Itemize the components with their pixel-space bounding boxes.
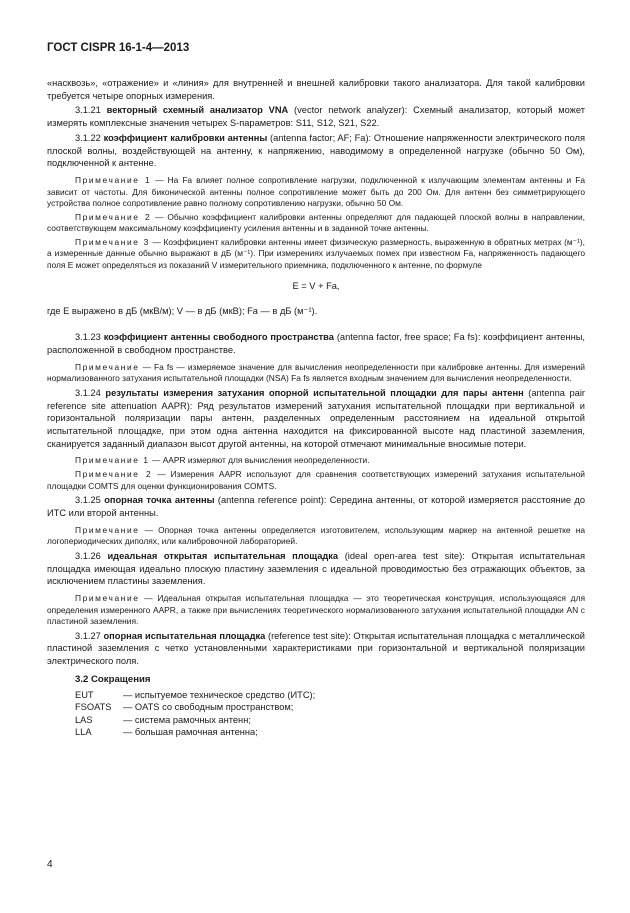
section-heading: 3.2 Сокращения bbox=[75, 673, 151, 685]
note-label: Примечание 1 bbox=[75, 455, 150, 466]
note-text: — На Fa влияет полное сопротивление нагрузки, подключенной к излучающим элементам антенны и Fa зависит от частоты. Для биконической антенны полное сопротивление может быть до 200 Ом. Для антенн без симметрирующего устройства полное сопротивление равно полному сопротивлению нагрузки, обычно 50 Ом. bbox=[47, 174, 585, 209]
note-3-1-23 bbox=[47, 362, 585, 385]
term-definition: (reference test site): Открытая испытательная площадка с металлической пластиной заземления с четко установленными характеристиками при горизонтальной и вертикальной поляризации электрического поля. bbox=[47, 630, 585, 667]
abbreviation-row bbox=[75, 726, 585, 739]
abbreviation-value: — большая рамочная антенна; bbox=[123, 727, 258, 738]
abbreviation-value: — испытуемое техническое средство (ИТС); bbox=[123, 689, 316, 700]
term-definition: (antenna reference point): Середина антенны, от которой измеряется расстояние до ИТС или второй антенны. bbox=[47, 495, 585, 518]
note-text: — Опорная точка антенны определяется изготовителем, использующим маркер на антенной решетке на логопериодических диполях, или калибровочной лабораторией. bbox=[47, 524, 585, 547]
term-title: векторный схемный анализатор VNA bbox=[106, 105, 289, 116]
term-title: коэффициент антенны свободного пространства bbox=[103, 332, 334, 343]
note-3-1-25 bbox=[47, 525, 585, 548]
note-text: — Коэффициент калибровки антенны имеет физическую размерность, выраженную в обратных метрах (м⁻¹), а измеренные данные обычно выражают в дБ (м⁻¹). При измерениях излучаемых помех при известном Fa, напряженность падающего поля E может определяться из показаний V измерительного приемника, подключенного к антенне, по формуле bbox=[47, 236, 585, 271]
note-text: — Fa fs — измеряемое значение для вычисления неопределенности при калибровке антенны. Для измерений нормализованного затухания испытательной площадки (NSA) Fa fs является входным значением для вычисления неопределенности. bbox=[47, 361, 585, 384]
note-3-1-22-2 bbox=[47, 212, 585, 235]
note-label: Примечание 2 bbox=[75, 211, 152, 222]
term-3-1-24 bbox=[47, 387, 585, 451]
abbreviation-value: — OATS со свободным пространством; bbox=[123, 702, 294, 713]
formula: E = V + Fa, bbox=[292, 280, 340, 291]
note-label: Примечание 1 bbox=[75, 174, 152, 185]
note-label: Примечание bbox=[75, 361, 140, 372]
term-number: 3.1.25 bbox=[75, 495, 105, 506]
term-number: 3.1.22 bbox=[75, 132, 104, 143]
abbreviation-key: LLA bbox=[75, 727, 92, 738]
note-label: Примечание 3 bbox=[75, 236, 150, 247]
term-number: 3.1.21 bbox=[75, 105, 107, 116]
term-3-1-22 bbox=[47, 132, 585, 170]
note-label: Примечание bbox=[75, 524, 140, 535]
term-definition: (ideal open-area test site): Открытая испытательная площадка имеющая идеально плоскую пластину заземления с идеальной проводимостью без отражающих объектов, за исключением пластины заземления. bbox=[47, 550, 586, 587]
abbreviation-key: EUT bbox=[75, 689, 94, 700]
note-label: Примечание 2 bbox=[75, 469, 153, 480]
note-text: — Измерения AAPR используют для сравнения соответствующих измерений затухания испытательной площадки COMTS для оценки функционирования COMTS. bbox=[47, 469, 585, 491]
abbreviation-row bbox=[75, 714, 585, 727]
term-number: 3.1.27 bbox=[75, 630, 104, 641]
note-3-1-24-2 bbox=[47, 469, 585, 492]
note-3-1-24-1 bbox=[47, 455, 585, 467]
formula-legend: где E выражено в дБ (мкВ/м); V — в дБ (мкВ); Fa — в дБ (м⁻¹). bbox=[47, 305, 318, 316]
term-definition: (vector network analyzer): Схемный анализатор, который может измерять комплексные значения четырех S-параметров: S11, S12, S21, S22. bbox=[47, 105, 585, 129]
term-3-1-26 bbox=[47, 550, 585, 588]
term-3-1-27 bbox=[47, 630, 585, 668]
term-title: идеальная открытая испытательная площадка bbox=[107, 550, 339, 561]
term-definition: (antenna pair reference site attenuation AAPR): Ряд результатов измерений затухания испытательной площадки при вертикальной и горизонтальной поляризации пары антенн, разделенных определенным расстоянием на идеальной открытой испытательной площадке, при этом одна антенна находится на фиксированной высоте над пластиной заземления, сканируется заданный диапазон высот другой антенны, на которой отмечают минимальные вносимые потери. bbox=[47, 387, 585, 449]
term-number: 3.1.23 bbox=[75, 332, 104, 343]
term-title: коэффициент калибровки антенны bbox=[103, 132, 268, 143]
abbreviation-row bbox=[75, 701, 585, 714]
term-number: 3.1.26 bbox=[75, 550, 108, 561]
term-3-1-21 bbox=[47, 104, 585, 129]
term-title: результаты измерения затухания опорной испытательной площадки для пары антенн bbox=[105, 387, 524, 398]
abbreviation-list bbox=[75, 689, 585, 739]
term-definition: (antenna factor, free space; Fa fs): коэффициент антенны, расположенной в свободном пространстве. bbox=[47, 332, 586, 356]
term-3-1-23 bbox=[47, 331, 585, 356]
intro-paragraph: «насквозь», «отражение» и «линия» для внутренней и внешней калибровки такого анализатора. Для такой калибровки требуется четыре опорных измерения. bbox=[47, 78, 585, 101]
note-3-1-26 bbox=[47, 593, 585, 628]
note-label: Примечание bbox=[75, 592, 140, 603]
abbreviation-key: FSOATS bbox=[75, 702, 112, 713]
term-definition: (antenna factor; AF; Fa): Отношение напряженности электрического поля плоской волны, воздействующей на антенну, к напряжению, наводимому в определенной нагрузке (обычно 50 Ом), подключенной к антенне. bbox=[47, 132, 585, 169]
abbreviation-row bbox=[75, 689, 585, 702]
note-3-1-22-1 bbox=[47, 175, 585, 210]
note-3-1-22-3 bbox=[47, 237, 585, 272]
document-page bbox=[47, 42, 585, 739]
term-3-1-25 bbox=[47, 494, 585, 519]
abbreviation-key: LAS bbox=[75, 714, 93, 725]
term-title: опорная испытательная площадка bbox=[103, 630, 266, 641]
page-number: 4 bbox=[47, 859, 53, 870]
document-header: ГОСТ CISPR 16-1-4—2013 bbox=[47, 42, 190, 54]
term-number: 3.1.24 bbox=[75, 387, 106, 398]
abbreviation-value: — система рамочных антенн; bbox=[123, 714, 251, 725]
term-title: опорная точка антенны bbox=[104, 495, 215, 506]
note-text: — Идеальная открытая испытательная площадка — это теоретическая конструкция, использующаяся для определения измеренного AAPR, а также при вычислениях теоретического нормализованного затухания испытательной площадки AN с пластиной заземления. bbox=[47, 592, 585, 627]
note-text: — Обычно коэффициент калибровки антенны определяют для падающей плоской волны в направлении, соответствующем максимальному коэффициенту усиления антенны и в заданной точке антенны. bbox=[47, 211, 585, 234]
note-text: — AAPR измеряют для вычисления неопределенности. bbox=[149, 455, 370, 466]
